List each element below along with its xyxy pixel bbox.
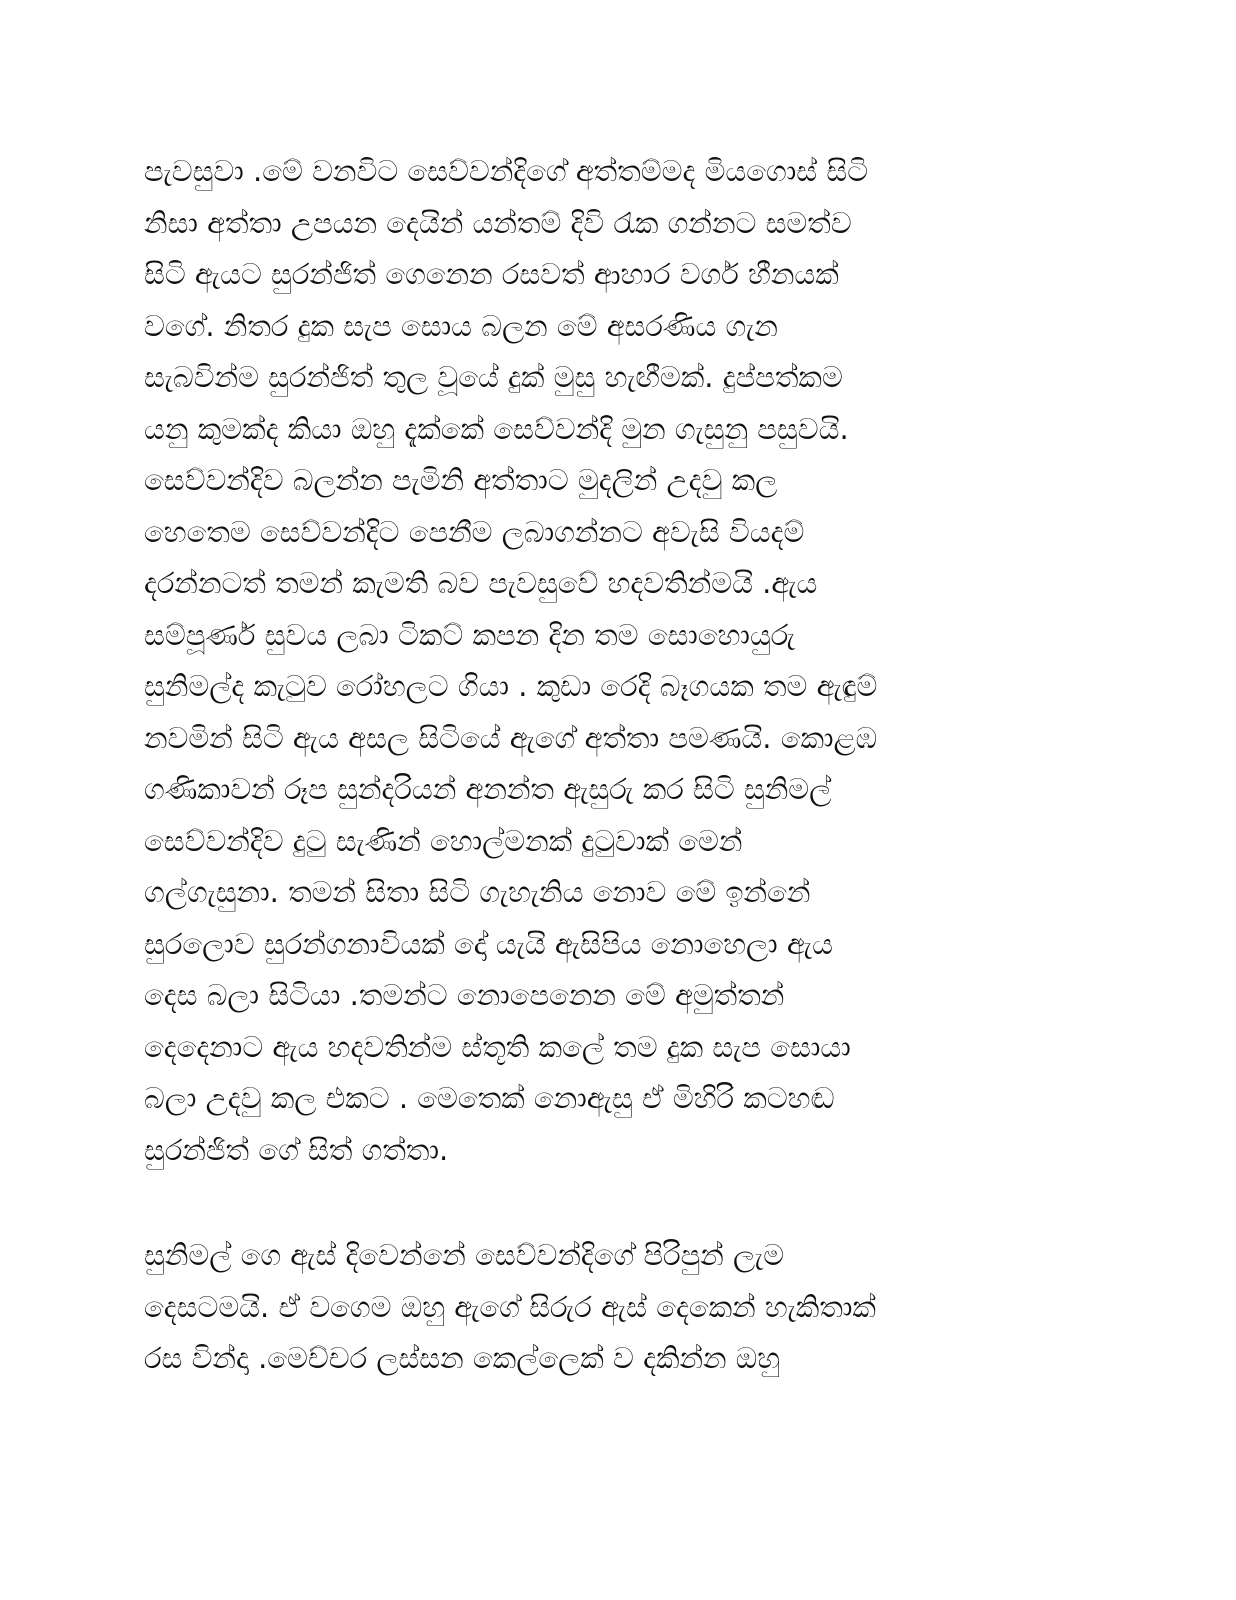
text-line: සෙව්වන්දිව බලන්න පැමිනි අත්තාට මුදලින් උදවු කල [144,463,778,497]
text-line: සම්පූර්ණ සුවය ලබා ටිකට් කපන දින තම සොහොයුරු [144,617,796,652]
text-line: රස වින්දා .මෙච්චර ලස්සන කෙල්ලෙක් ව දකින්න ඔහු [144,1341,781,1375]
text-line: ගල්ගැසුනා. තමන් සිතා සිටි ගැහැනිය නොව මේ ඉන්නේ [144,875,811,909]
text-line: බලා උදවු කල එකට . මෙතෙක් නොඇසු ඒ මිහිරි කටහඬ [144,1081,835,1115]
text-line: නිසා අත්තා උපයන දෙයින් යන්තම් දිවි රැක ගන්නට සමත්ව [144,205,852,240]
text-line: දෙස බලා සිටියා .තමන්ට නොපෙනෙන මේ අමුත්තන් [144,978,785,1012]
text-line: සිටි ඇයට සුරන්ජිත් ගෙනෙන රසවත් ආහාර වර්ග හීනයක් [144,257,839,291]
text-line: වගේ. නිතර දුක සැප සොය බලන මේ අසරණිය ගැන [144,308,778,343]
text-line: සැබවින්ම සුරන්ජිත් තුල වූයේ දුක් මුසු හැඟීමක්. දුප්පත්කම [144,360,843,394]
text-line: සුනිමල් ගෙ ඇස් දිවෙන්නේ සෙව්වන්දිගේ පිරිපුන් ලැම [144,1238,785,1272]
text-line: ගණිකාවන් රූප සුන්දරියන් අනන්ත ඇසුරු කර සිටි සුනිමල් [144,772,832,806]
text-line: හෙතෙම සෙව්වන්දිට පෙනීම ලබාගන්නට අවැසි වියදම් [144,514,805,549]
text-line: සුරලොව සුරන්ගනාවියක් දෝ යැයි ඇසිපිය නොහෙලා ඇය [144,926,833,961]
text-line: යනු කුමක්ද කියා ඔහු දැක්කේ සෙව්වන්දි මුන ගැසුනු පසුවයි. [144,411,849,446]
paragraph-2 [144,1230,1104,1385]
text-line: දරන්නටත් තමන් කැමති බව පැවසුවේ හදවතින්මයි .ඇය [144,566,818,600]
text-line: සෙව්වන්දිව දුටු සැණින් හොල්මනක් දුටුවාක් මෙන් [144,823,743,858]
text-line: පැවසුවා .මේ වනවිට සෙව්වන්දිගේ අත්තම්මද මියගොස් සිටි [144,154,869,188]
text-line: සුරන්ජිත් ගේ සිත් ගත්තා. [144,1132,449,1167]
text-line: දෙදෙනාට ඇය හදවතින්ම ස්තූති කලේ තම දුක සැප සොයා [144,1029,851,1064]
text-line: සුනිමල්ද කැටුව රෝහලට ගියා . කුඩා රෙදි බෑගයක තම ඇඳුම් [144,669,878,703]
text-line: නවමින් සිටි ඇය අසල සිටියේ ඇගේ අත්තා පමණයි. කොළඹ [144,720,878,755]
paragraph-1 [144,146,1104,1176]
text-line: දෙසටමයි. ඒ වගෙම ඔහු ඇගේ සිරුර ඇස් දෙකෙන් හැකිතාක් [144,1289,876,1324]
